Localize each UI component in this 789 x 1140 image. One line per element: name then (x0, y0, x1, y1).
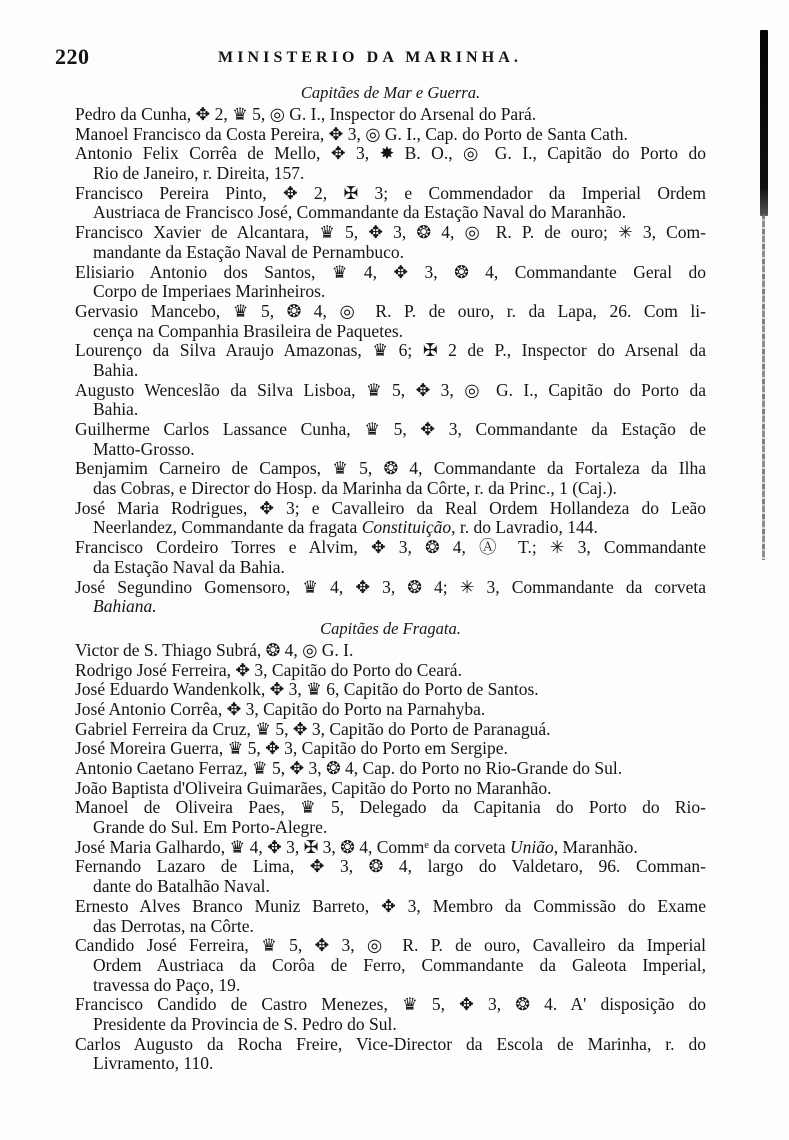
entry-line: Rio de Janeiro, r. Direita, 157. (93, 163, 305, 184)
officer-entry (75, 641, 706, 661)
officer-entry (75, 680, 706, 700)
officer-entry (75, 1035, 706, 1074)
line-text: José Maria Galhardo, ♛ 4, ✥ 3, ✠ 3, ❂ 4, Commᵉ da corveta (75, 836, 510, 857)
officer-entry (75, 420, 706, 459)
entry-line: Benjamim Carneiro de Campos, ♛ 5, ❂ 4, Commandante da Fortaleza da Ilha (75, 458, 706, 479)
officer-entry (75, 700, 706, 720)
officer-entry (75, 897, 706, 936)
officer-entry (75, 459, 706, 498)
officer-entry (75, 578, 706, 617)
officer-entry (75, 936, 706, 995)
entry-line: Manoel Francisco da Costa Pereira, ✥ 3, ◎ G. I., Cap. do Porto de Santa Cath. (75, 123, 628, 144)
officer-entry (75, 857, 706, 896)
entry-line: Francisco Candido de Castro Menezes, ♛ 5, ✥ 3, ❂ 4. A' disposição do (75, 994, 706, 1015)
line-text: , r. do Lavradio, 144. (451, 517, 598, 538)
page-number: 220 (55, 44, 90, 69)
entry-line: Elisiario Antonio dos Santos, ♛ 4, ✥ 3, ❂ 4, Commandante Geral do (75, 261, 706, 282)
section-heading: Capitães de Mar e Guerra. (300, 83, 481, 102)
entry-line: José Segundino Gomensoro, ♛ 4, ✥ 3, ❂ 4; ✳ 3, Commandante da corveta (75, 576, 706, 597)
entry-line (75, 838, 706, 858)
entry-line: Francisco Cordeiro Torres e Alvim, ✥ 3, ❂ 4, Ⓐ T.; ✳ 3, Commandante (75, 537, 706, 558)
entry-line: dante do Batalhão Naval. (93, 876, 270, 897)
entry-line: Antonio Felix Corrêa de Mello, ✥ 3, ✸ B. O., ◎ G. I., Capitão do Porto do (75, 143, 706, 164)
entry-line: Francisco Pereira Pinto, ✥ 2, ✠ 3; e Commendador da Imperial Ordem (75, 182, 706, 203)
entry-line: Manoel de Oliveira Paes, ♛ 5, Delegado da Capitania do Porto do Rio- (75, 797, 706, 818)
officer-entry (75, 798, 706, 837)
entry-line: Gervasio Mancebo, ♛ 5, ❂ 4, ◎ R. P. de ouro, r. da Lapa, 26. Com li- (75, 300, 706, 321)
officer-entry (75, 381, 706, 420)
entry-line: Ernesto Alves Branco Muniz Barreto, ✥ 3, Membro da Commissão do Exame (75, 895, 706, 916)
officer-entry (75, 184, 706, 223)
officer-entry (75, 995, 706, 1034)
entry-line: João Baptista d'Oliveira Guimarães, Capitão do Porto no Maranhão. (75, 777, 552, 798)
officer-entry (75, 838, 706, 858)
entry-line: Augusto Wenceslão da Silva Lisboa, ♛ 5, ✥ 3, ◎ G. I., Capitão do Porto da (75, 379, 706, 400)
entry-line: Bahia. (93, 399, 139, 420)
entry-line (75, 518, 706, 538)
entry-line: Candido José Ferreira, ♛ 5, ✥ 3, ◎ R. P. de ouro, Cavalleiro da Imperial (75, 935, 706, 956)
line-text: , Maranhão. (553, 836, 638, 857)
entry-line: Austriaca de Francisco José, Commandante da Estação Naval do Maranhão. (93, 202, 627, 223)
entry-line: José Eduardo Wandenkolk, ✥ 3, ♛ 6, Capitão do Porto de Santos. (75, 679, 539, 700)
entry-line: Bahia. (93, 359, 139, 380)
entry-line: José Antonio Corrêa, ✥ 3, Capitão do Porto na Parnahyba. (75, 698, 486, 719)
officer-entry (75, 538, 706, 577)
officer-entry (75, 779, 706, 799)
scan-edge-trace (762, 214, 765, 560)
entry-line: Victor de S. Thiago Subrá, ❂ 4, ◎ G. I. (75, 639, 354, 660)
officer-list (75, 81, 706, 1074)
entry-line: Grande do Sul. Em Porto-Alegre. (93, 817, 328, 838)
entry-line: das Derrotas, na Côrte. (93, 915, 254, 936)
entry-line: Rodrigo José Ferreira, ✥ 3, Capitão do Porto do Ceará. (75, 659, 462, 680)
officer-entry (75, 263, 706, 302)
officer-entry (75, 144, 706, 183)
entry-line: da Estação Naval da Bahia. (93, 556, 285, 577)
section-heading: Capitães de Fragata. (320, 618, 461, 638)
officer-section (75, 81, 706, 617)
entry-line: mandante da Estação Naval de Pernambuco. (93, 241, 404, 262)
line-text: Neerlandez, Commandante da fragata (93, 517, 362, 538)
entry-line: Presidente da Provincia de S. Pedro do Sul. (93, 1013, 397, 1034)
scan-edge-bar (760, 30, 768, 216)
entry-line (75, 597, 706, 617)
officer-entry (75, 661, 706, 681)
entry-line: Carlos Augusto da Rocha Freire, Vice-Director da Escola de Marinha, r. do (75, 1033, 706, 1054)
entry-line: travessa do Paço, 19. (93, 974, 241, 995)
entry-line: cença na Companhia Brasileira de Paquetes. (93, 320, 404, 341)
entry-line: Livramento, 110. (93, 1053, 214, 1074)
entry-line: José Moreira Guerra, ♛ 5, ✥ 3, Capitão do Porto em Sergipe. (75, 738, 508, 759)
entry-line: Matto-Grosso. (93, 438, 195, 459)
officer-entry (75, 341, 706, 380)
entry-line: Gabriel Ferreira da Cruz, ♛ 5, ✥ 3, Capitão do Porto de Paranaguá. (75, 718, 551, 739)
officer-entry (75, 739, 706, 759)
entry-line: Fernando Lazaro de Lima, ✥ 3, ❂ 4, largo do Valdetaro, 96. Comman- (75, 856, 706, 877)
entry-line: Lourenço da Silva Araujo Amazonas, ♛ 6; ✠ 2 de P., Inspector do Arsenal da (75, 340, 706, 361)
officer-entry (75, 499, 706, 538)
entry-line: Francisco Xavier de Alcantara, ♛ 5, ✥ 3, ❂ 4, ◎ R. P. de ouro; ✳ 3, Com- (75, 222, 706, 243)
officer-section (75, 617, 706, 1074)
entry-line: José Maria Rodrigues, ✥ 3; e Cavalleiro da Real Ordem Hollandeza do Leão (75, 497, 706, 518)
officer-entry (75, 720, 706, 740)
officer-entry (75, 105, 706, 125)
entry-line: Antonio Caetano Ferraz, ♛ 5, ✥ 3, ❂ 4, Cap. do Porto no Rio-Grande do Sul. (75, 758, 623, 778)
italic-text: União (509, 836, 554, 857)
officer-entry (75, 302, 706, 341)
italic-text: Bahiana. (93, 596, 157, 617)
officer-entry (75, 759, 706, 779)
running-title: MINISTERIO DA MARINHA. (218, 49, 522, 66)
entry-line: das Cobras, e Director do Hosp. da Marinha da Côrte, r. da Princ., 1 (Caj.). (93, 478, 617, 499)
italic-text: Constituição (361, 517, 452, 538)
officer-entry (75, 125, 706, 145)
entry-line: Guilherme Carlos Lassance Cunha, ♛ 5, ✥ 3, Commandante da Estação de (75, 419, 706, 439)
entry-line: Pedro da Cunha, ✥ 2, ♛ 5, ◎ G. I., Inspector do Arsenal do Pará. (75, 104, 537, 124)
officer-entry (75, 223, 706, 262)
entry-line: Ordem Austriaca da Corôa de Ferro, Commandante da Galeota Imperial, (93, 954, 706, 975)
entry-line: Corpo de Imperiaes Marinheiros. (93, 281, 326, 302)
